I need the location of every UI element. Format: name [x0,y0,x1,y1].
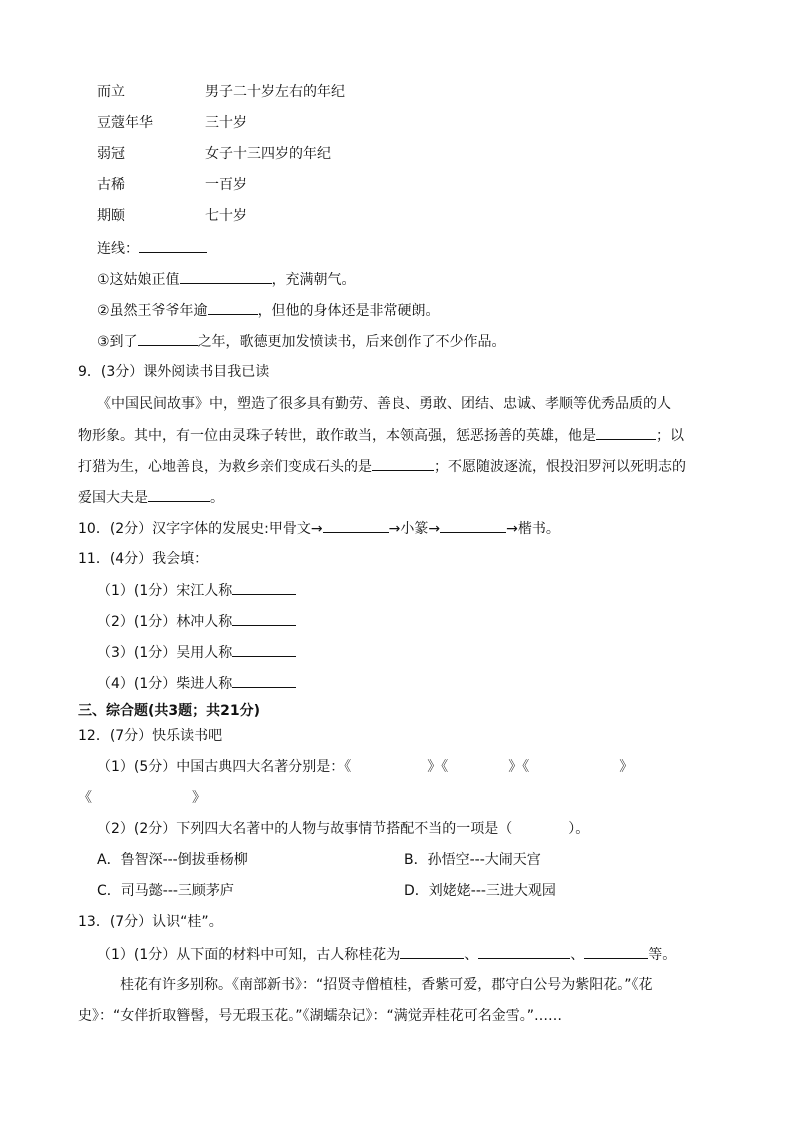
sentence-text: ②虽然王爷爷年逾 [97,303,208,319]
answer-blank[interactable] [232,580,296,595]
q12-bracket: 《 [344,759,352,775]
q12-bracket: 《 [78,790,92,806]
q13-text: 等。 [648,947,677,963]
q9-paragraph: 《中国民间故事》中，塑造了很多具有勤劳、善良、勇敢、团结、忠诚、孝顺等优秀品质的人 [97,396,671,412]
q12-bracket: 》 [619,759,634,775]
q9-text: 爱国大夫是 [78,490,148,506]
q9-paragraph [78,487,224,508]
answer-blank[interactable] [440,518,506,533]
q12-sub1 [97,757,633,777]
match-right: 三十岁 [205,115,247,131]
match-row [97,175,247,195]
q11-item [97,580,296,601]
q13-sub1 [97,944,676,965]
answer-blank[interactable] [232,673,296,688]
q9-text: ；不愿随波逐流，恨投汨罗河以死明志的 [434,459,686,475]
answer-blank[interactable] [180,269,272,284]
sentence-text: ①这姑娘正值 [97,272,180,288]
q12-bracket: 》《 [427,759,449,775]
answer-blank[interactable] [584,944,648,959]
q13-text: （1）(1分）从下面的材料中可知，古人称桂花为 [97,947,401,963]
q11-item [97,673,296,694]
match-left: 期颐 [97,208,125,224]
question-9-title: 9．(3分）课外阅读书目我已读 [78,364,270,380]
answer-blank[interactable] [138,331,198,346]
option-c[interactable]: C．司马懿---三顾茅庐 [97,883,234,899]
q12-bracket: 》《 [508,759,530,775]
match-left: 豆蔻年华 [97,115,153,131]
q10-text: →楷书。 [506,521,560,537]
answer-blank[interactable] [478,944,570,959]
q12-sub1-cont [78,788,206,808]
answer-blank[interactable] [148,487,210,502]
match-row [97,206,247,226]
option-b[interactable]: B．孙悟空---大闹天宫 [404,852,541,868]
q11-item-label: （3）(1分）吴用人称 [97,645,233,661]
q9-paragraph [78,456,686,477]
q13-material: 桂花有许多别称。《南部新书》：“招贤寺僧植桂，香紫可爱，郡守白公号为紫阳花。”《花 [120,977,653,993]
match-row [97,113,247,133]
q11-item-label: （4）(1分）柴进人称 [97,676,233,692]
q12-text: ）。 [568,821,590,837]
q11-item-label: （2）(1分）林冲人称 [97,614,233,630]
sentence-text: 之年，歌德更加发愤读书，后来创作了不少作品。 [197,334,506,350]
answer-blank[interactable] [232,642,296,657]
q10-text: 10．(2分）汉字字体的发展史:甲骨文→ [78,521,323,537]
option-a[interactable]: A．鲁智深---倒拔垂杨柳 [97,852,248,868]
match-right: 男子二十岁左右的年纪 [205,84,345,100]
match-right: 一百岁 [205,177,247,193]
sentence-text: ，充满朝气。 [271,272,356,288]
sentence-text: ③到了 [97,334,138,350]
question-12-title: 12．(7分）快乐读书吧 [78,728,223,744]
answer-blank[interactable] [372,456,434,471]
match-right: 七十岁 [205,208,247,224]
match-left: 弱冠 [97,146,125,162]
q13-text: 、 [570,947,585,963]
q9-text: 。 [210,490,224,506]
match-row [97,82,345,102]
match-left: 而立 [97,84,125,100]
q13-text: 、 [464,947,479,963]
connect-line [97,238,207,259]
q11-item-label: （1）(1分）宋江人称 [97,583,233,599]
q9-paragraph [78,425,684,446]
q11-item [97,611,296,632]
q9-text: 打猎为生，心地善良，为救乡亲们变成石头的是 [78,459,372,475]
question-11-title: 11．(4分）我会填： [78,551,209,567]
match-left: 古稀 [97,177,125,193]
sentence-text: ，但他的身体还是非常硬朗。 [257,303,440,319]
q9-text: 物形象。其中，有一位由灵珠子转世，敢作敢当，本领高强，惩恶扬善的英雄，他是 [78,428,596,444]
answer-blank[interactable] [232,611,296,626]
sentence-2 [97,300,440,321]
q9-text: ；以 [656,428,684,444]
sentence-1 [97,269,356,290]
q12-bracket: 》 [192,790,206,806]
answer-blank[interactable] [139,238,207,253]
q12-text: （1）(5分）中国古典四大名著分别是： [97,759,345,775]
answer-blank[interactable] [208,300,258,315]
q12-text: （2）(2分）下列四大名著中的人物与故事情节搭配不当的一项是（ [97,821,513,837]
q11-item [97,642,296,663]
question-13-title: 13．(7分）认识“桂”。 [78,914,223,930]
sentence-3 [97,331,506,352]
connect-label: 连线： [97,241,139,257]
answer-blank[interactable] [596,425,656,440]
q12-sub2 [97,819,589,839]
q10-text: →小篆→ [388,521,441,537]
answer-blank[interactable] [323,518,389,533]
option-d[interactable]: D．刘姥姥---三进大观园 [404,883,556,899]
answer-blank[interactable] [400,944,464,959]
q13-material: 史》：“女伴折取簪髻，号无瑕玉花。”《湖蠕杂记》：“满觉弄桂花可名金雪。”…… [78,1008,563,1024]
match-row [97,144,331,164]
match-right: 女子十三四岁的年纪 [205,146,331,162]
section-heading: 三、综合题(共3题；共21分) [78,703,261,719]
question-10 [78,518,560,539]
